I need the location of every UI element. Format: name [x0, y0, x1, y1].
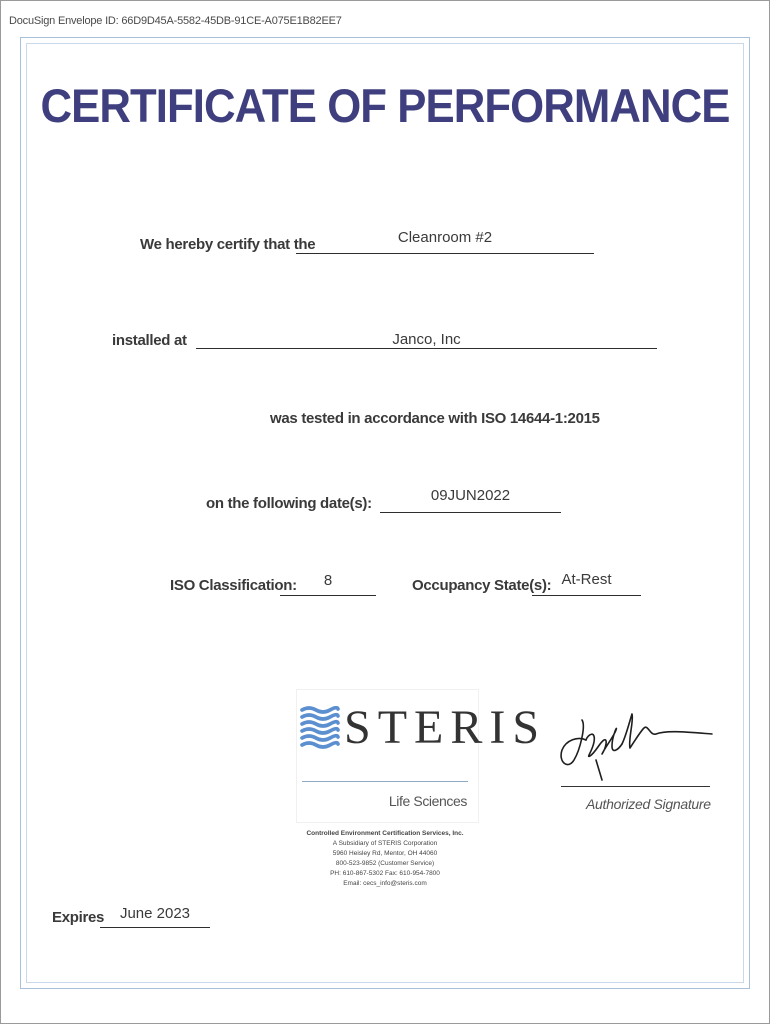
handwritten-signature	[556, 706, 716, 786]
signature-label: Authorized Signature	[586, 796, 711, 812]
address-line: A Subsidiary of STERIS Corporation	[332, 840, 438, 847]
address-line: 800-523-9852 (Customer Service)	[335, 860, 435, 867]
certify-label: We hereby certify that the	[140, 236, 316, 253]
occupancy-underline	[532, 595, 641, 596]
expires-label: Expires	[52, 909, 105, 926]
expires-value: June 2023	[119, 905, 191, 922]
iso-class-label: ISO Classification:	[170, 577, 297, 594]
dates-value: 09JUN2022	[430, 487, 511, 504]
standard-statement: was tested in accordance with ISO 14644-1:2015	[270, 410, 600, 427]
signature-line	[561, 786, 710, 787]
address-line: Email: cecs_info@steris.com	[343, 880, 427, 887]
address-line: 5960 Heisley Rd, Mentor, OH 44060	[332, 850, 438, 857]
expires-underline	[100, 927, 210, 928]
dates-underline	[380, 512, 561, 513]
iso-class-value: 8	[323, 572, 333, 589]
occupancy-value: At-Rest	[561, 571, 612, 588]
certify-value: Cleanroom #2	[397, 229, 493, 246]
certificate-title: CERTIFICATE OF PERFORMANCE	[40, 79, 730, 132]
envelope-id: DocuSign Envelope ID: 66D9D45A-5582-45DB-91CE-A075E1B82EE7	[9, 15, 342, 27]
steris-logo	[297, 690, 547, 822]
logo-divider	[302, 781, 468, 782]
address-block	[270, 829, 500, 889]
steris-waves-icon	[300, 706, 340, 756]
address-company: Controlled Environment Certification Services, Inc.	[306, 830, 464, 837]
installed-value: Janco, Inc	[392, 331, 461, 348]
address-line: PH: 610-867-5302 Fax: 610-954-7800	[330, 870, 440, 877]
logo-tagline: Life Sciences	[388, 793, 467, 809]
installed-underline	[196, 348, 657, 349]
iso-class-underline	[280, 595, 376, 596]
installed-label: installed at	[112, 332, 187, 349]
certify-underline	[296, 253, 594, 254]
occupancy-label: Occupancy State(s):	[412, 577, 552, 594]
dates-label: on the following date(s):	[206, 495, 372, 512]
steris-wordmark: STERIS	[344, 701, 547, 754]
